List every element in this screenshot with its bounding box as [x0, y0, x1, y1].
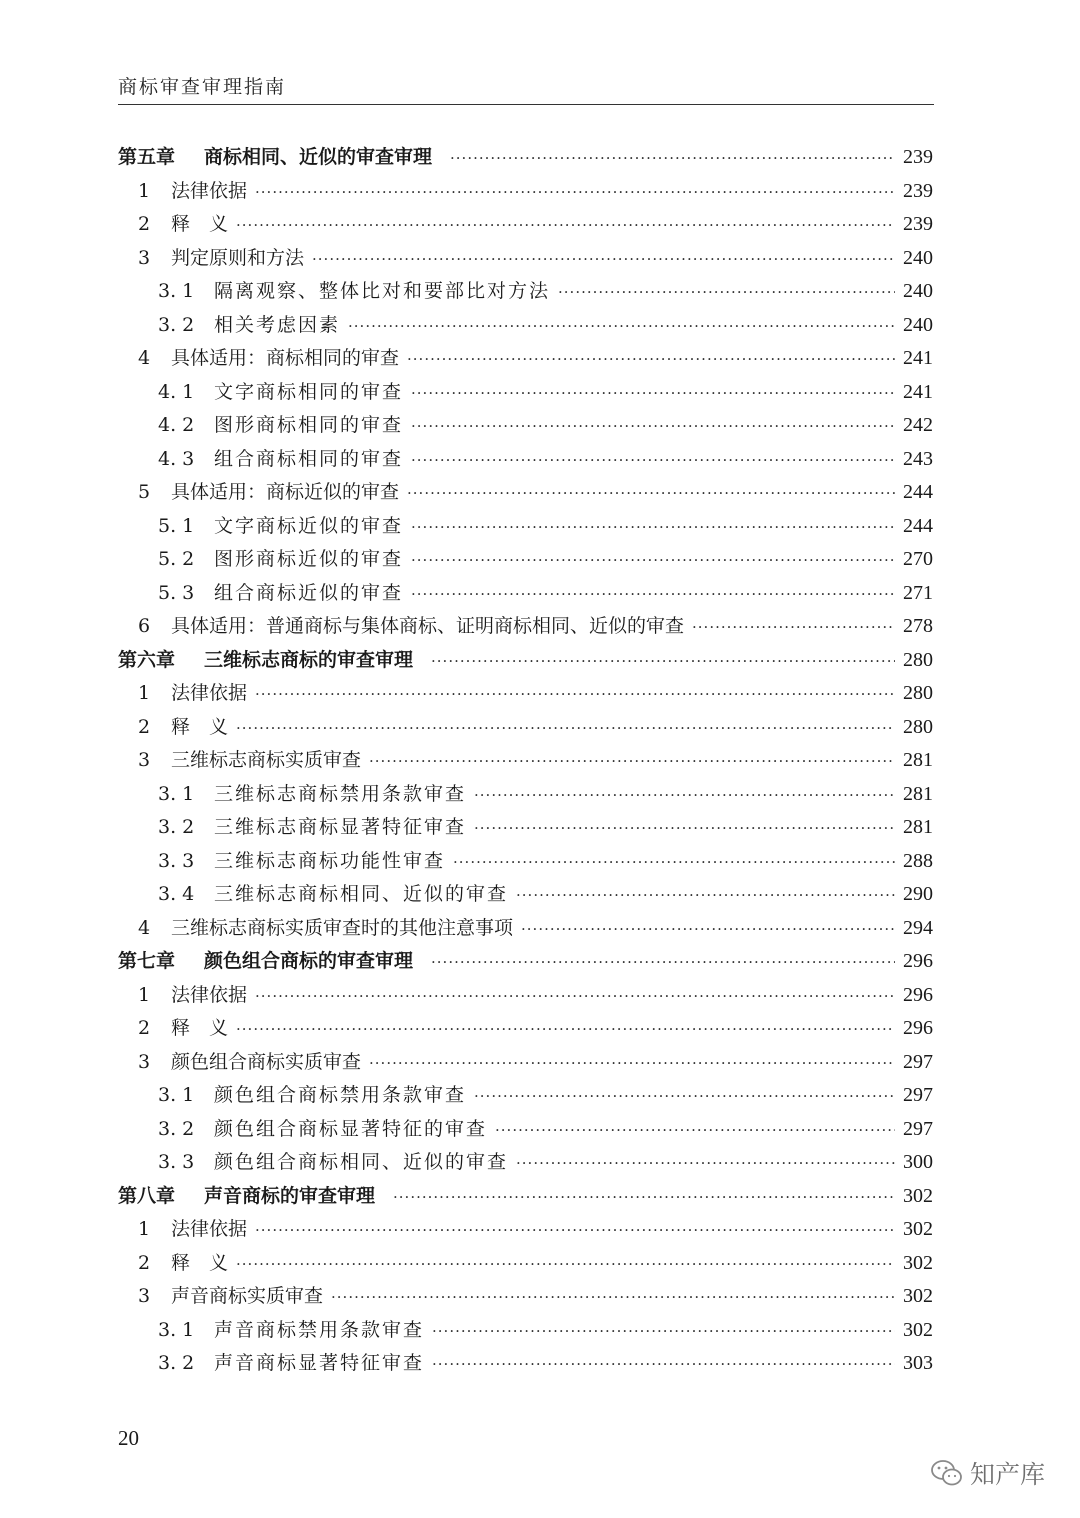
toc-dot-leader	[453, 846, 895, 880]
toc-entry-title: 判定原则和方法	[171, 246, 305, 269]
toc-entry-sub	[118, 1146, 933, 1180]
toc-entry-title: 颜色组合商标显著特征的审查	[214, 1117, 488, 1140]
toc-entry-sub	[118, 778, 933, 812]
toc-entry-title: 释 义	[171, 1017, 229, 1039]
toc-entry-page: 271	[903, 581, 933, 604]
toc-entry-number: 3. 3	[158, 1151, 195, 1173]
toc-dot-leader	[474, 1080, 895, 1114]
toc-entry-section	[118, 677, 933, 711]
toc-entry-number: 1	[138, 1218, 151, 1240]
toc-entry-number: 1	[138, 179, 151, 202]
toc-entry-sub	[118, 443, 933, 477]
toc-entry-number: 2	[138, 213, 151, 235]
toc-entry-sub	[118, 309, 933, 343]
toc-dot-leader	[407, 343, 895, 377]
toc-entry-title: 释 义	[171, 715, 229, 738]
toc-dot-leader	[411, 377, 895, 411]
toc-entry-sub	[118, 1113, 933, 1147]
toc-entry-sub	[118, 409, 933, 443]
toc-dot-leader	[432, 1348, 895, 1382]
toc-entry-section	[118, 1280, 933, 1314]
toc-entry-page: 281	[903, 816, 933, 838]
toc-entry-chapter	[118, 1180, 933, 1214]
toc-entry-page: 302	[903, 1184, 933, 1207]
toc-entry-number: 5. 1	[158, 514, 195, 537]
toc-entry-number: 4. 1	[158, 380, 195, 403]
toc-entry-page: 278	[903, 615, 933, 637]
toc-entry-number: 4. 2	[158, 414, 195, 436]
toc-dot-leader	[255, 176, 895, 210]
toc-entry-page: 294	[903, 916, 933, 939]
toc-entry-number: 3. 2	[158, 816, 195, 838]
toc-entry-chapter	[118, 644, 933, 678]
page-number: 20	[118, 1426, 139, 1450]
toc-entry-page: 302	[903, 1285, 933, 1307]
toc-dot-leader	[236, 209, 895, 243]
toc-dot-leader	[236, 1248, 895, 1282]
toc-entry-number: 3. 2	[158, 1117, 195, 1140]
toc-entry-number: 第六章	[118, 648, 176, 671]
toc-entry-number: 2	[138, 1251, 151, 1274]
toc-dot-leader	[348, 310, 895, 344]
toc-dot-leader	[312, 243, 895, 277]
toc-entry-page: 242	[903, 414, 933, 436]
toc-entry-page: 302	[903, 1251, 933, 1274]
toc-entry-section	[118, 242, 933, 276]
toc-dot-leader	[521, 913, 895, 947]
toc-entry-title: 文字商标近似的审查	[214, 514, 404, 537]
toc-entry-page: 296	[903, 983, 933, 1006]
watermark	[930, 1455, 1045, 1491]
toc-entry-number: 4. 3	[158, 447, 195, 470]
toc-entry-page: 288	[903, 849, 933, 872]
toc-entry-title: 图形商标近似的审查	[214, 548, 404, 570]
toc-entry-number: 3	[138, 1285, 151, 1307]
toc-entry-chapter	[118, 141, 933, 175]
toc-entry-number: 1	[138, 983, 151, 1006]
toc-entry-number: 4	[138, 347, 151, 369]
toc-dot-leader	[411, 444, 895, 478]
toc-entry-chapter	[118, 945, 933, 979]
toc-entry-page: 297	[903, 1050, 933, 1073]
toc-dot-leader	[331, 1281, 895, 1315]
toc-entry-section	[118, 912, 933, 946]
toc-dot-leader	[407, 477, 895, 511]
toc-entry-page: 244	[903, 514, 933, 537]
toc-entry-number: 3. 3	[158, 849, 195, 872]
toc-dot-leader	[411, 511, 895, 545]
toc-entry-title: 法律依据	[171, 983, 248, 1006]
toc-entry-number: 3. 1	[158, 1084, 195, 1106]
toc-entry-sub	[118, 1079, 933, 1113]
toc-entry-number: 5. 2	[158, 548, 195, 570]
toc-entry-title: 法律依据	[171, 179, 248, 202]
toc-dot-leader	[411, 578, 895, 612]
toc-entry-section	[118, 1247, 933, 1281]
toc-entry-page: 297	[903, 1117, 933, 1140]
toc-entry-title: 组合商标近似的审查	[214, 581, 404, 604]
toc-entry-page: 270	[903, 548, 933, 570]
toc-dot-leader	[369, 1047, 895, 1081]
toc-entry-page: 240	[903, 246, 933, 269]
toc-entry-number: 第五章	[118, 146, 176, 168]
toc-entry-page: 240	[903, 313, 933, 336]
toc-dot-leader	[516, 1147, 895, 1181]
toc-dot-leader	[450, 142, 895, 176]
toc-entry-title: 声音商标禁用条款审查	[214, 1318, 425, 1341]
toc-entry-sub	[118, 1347, 933, 1381]
toc-entry-section	[118, 175, 933, 209]
toc-dot-leader	[236, 712, 895, 746]
toc-dot-leader	[393, 1181, 895, 1215]
toc-entry-number: 3. 2	[158, 313, 195, 336]
toc-dot-leader	[431, 946, 895, 980]
running-head-title: 商标审查审理指南	[118, 76, 287, 98]
toc-entry-title: 相关考虑因素	[214, 313, 341, 336]
toc-entry-title: 法律依据	[171, 1218, 248, 1240]
toc-entry-page: 280	[903, 715, 933, 738]
toc-entry-number: 6	[138, 615, 151, 637]
toc-entry-section	[118, 1213, 933, 1247]
toc-entry-page: 281	[903, 782, 933, 805]
toc-entry-title: 声音商标的审查审理	[204, 1184, 376, 1207]
toc-entry-sub	[118, 878, 933, 912]
toc-entry-number: 4	[138, 916, 151, 939]
toc-entry-number: 第八章	[118, 1184, 176, 1207]
toc-entry-title: 颜色组合商标禁用条款审查	[214, 1084, 467, 1106]
toc-entry-title: 图形商标相同的审查	[214, 414, 404, 436]
toc-dot-leader	[255, 980, 895, 1014]
toc-entry-page: 300	[903, 1151, 933, 1173]
toc-entry-page: 241	[903, 380, 933, 403]
toc-entry-title: 三维标志商标的审查审理	[204, 648, 414, 671]
toc-entry-title: 声音商标实质审查	[171, 1285, 324, 1307]
toc-entry-sub	[118, 376, 933, 410]
toc-entry-number: 3. 1	[158, 280, 195, 302]
toc-entry-title: 文字商标相同的审查	[214, 380, 404, 403]
toc-entry-number: 3. 1	[158, 782, 195, 805]
toc-entry-number: 2	[138, 1017, 151, 1039]
watermark-label: 知产库	[970, 1460, 1046, 1489]
toc-entry-page: 303	[903, 1352, 933, 1374]
toc-entry-sub	[118, 510, 933, 544]
toc-entry-page: 280	[903, 648, 933, 671]
toc-entry-page: 244	[903, 481, 933, 503]
toc-entry-page: 290	[903, 883, 933, 905]
toc-entry-page: 302	[903, 1318, 933, 1341]
header-rule	[118, 104, 934, 105]
toc-dot-leader	[255, 678, 895, 712]
toc-entry-section	[118, 744, 933, 778]
toc-entry-section	[118, 1046, 933, 1080]
toc-dot-leader	[432, 1315, 895, 1349]
toc-dot-leader	[369, 745, 895, 779]
toc-entry-title: 三维标志商标禁用条款审查	[214, 782, 467, 805]
toc-entry-number: 3	[138, 749, 151, 771]
toc-entry-number: 3	[138, 246, 151, 269]
toc-entry-title: 具体适用：商标近似的审查	[171, 481, 400, 503]
toc-entry-sub	[118, 275, 933, 309]
toc-entry-number: 1	[138, 682, 151, 704]
toc-dot-leader	[411, 544, 895, 578]
toc-dot-leader	[255, 1214, 895, 1248]
toc-entry-title: 释 义	[171, 213, 229, 235]
toc-entry-sub	[118, 845, 933, 879]
toc-entry-section	[118, 342, 933, 376]
toc-entry-section	[118, 979, 933, 1013]
toc-dot-leader	[495, 1114, 895, 1148]
toc-entry-page: 297	[903, 1084, 933, 1106]
toc-entry-title: 三维标志商标实质审查	[171, 749, 362, 771]
toc-entry-section	[118, 1012, 933, 1046]
toc-entry-page: 243	[903, 447, 933, 470]
toc-entry-number: 3	[138, 1050, 151, 1073]
toc-entry-sub	[118, 1314, 933, 1348]
toc-entry-title: 具体适用：商标相同的审查	[171, 347, 400, 369]
toc-entry-sub	[118, 543, 933, 577]
toc-entry-section	[118, 476, 933, 510]
toc-entry-title: 声音商标显著特征审查	[214, 1352, 425, 1374]
toc-entry-title: 三维标志商标相同、近似的审查	[214, 883, 509, 905]
toc-entry-page: 296	[903, 1017, 933, 1039]
table-of-contents	[118, 141, 933, 1381]
toc-entry-number: 2	[138, 715, 151, 738]
toc-entry-number: 第七章	[118, 950, 176, 972]
toc-entry-page: 239	[903, 179, 933, 202]
toc-entry-title: 颜色组合商标相同、近似的审查	[214, 1151, 509, 1173]
toc-dot-leader	[474, 812, 895, 846]
wechat-icon	[930, 1458, 964, 1488]
toc-entry-page: 281	[903, 749, 933, 771]
toc-entry-title: 三维标志商标功能性审查	[214, 849, 446, 872]
toc-dot-leader	[474, 779, 895, 813]
toc-dot-leader	[516, 879, 895, 913]
toc-entry-title: 三维标志商标显著特征审查	[214, 816, 467, 838]
toc-entry-title: 法律依据	[171, 682, 248, 704]
toc-dot-leader	[558, 276, 895, 310]
toc-entry-title: 颜色组合商标的审查审理	[204, 950, 414, 972]
toc-entry-number: 3. 4	[158, 883, 195, 905]
toc-entry-page: 280	[903, 682, 933, 704]
toc-entry-page: 239	[903, 146, 933, 168]
toc-entry-number: 5	[138, 481, 151, 503]
toc-dot-leader	[236, 1013, 895, 1047]
toc-entry-section	[118, 208, 933, 242]
toc-entry-section	[118, 711, 933, 745]
toc-entry-page: 296	[903, 950, 933, 972]
toc-entry-title: 商标相同、近似的审查审理	[204, 146, 433, 168]
toc-entry-page: 302	[903, 1218, 933, 1240]
toc-entry-number: 3. 1	[158, 1318, 195, 1341]
toc-entry-title: 组合商标相同的审查	[214, 447, 404, 470]
toc-entry-title: 释 义	[171, 1251, 229, 1274]
toc-entry-title: 具体适用：普通商标与集体商标、证明商标相同、近似的审查	[171, 615, 685, 637]
toc-dot-leader	[431, 645, 895, 679]
toc-entry-sub	[118, 811, 933, 845]
toc-entry-sub	[118, 577, 933, 611]
toc-entry-page: 240	[903, 280, 933, 302]
toc-dot-leader	[692, 611, 895, 645]
toc-entry-title: 隔离观察、整体比对和要部比对方法	[214, 280, 551, 302]
toc-entry-page: 239	[903, 213, 933, 235]
toc-entry-number: 3. 2	[158, 1352, 195, 1374]
toc-dot-leader	[411, 410, 895, 444]
toc-entry-section	[118, 610, 933, 644]
toc-entry-page: 241	[903, 347, 933, 369]
toc-entry-number: 5. 3	[158, 581, 195, 604]
toc-entry-title: 颜色组合商标实质审查	[171, 1050, 362, 1073]
toc-entry-title: 三维标志商标实质审查时的其他注意事项	[171, 916, 514, 939]
